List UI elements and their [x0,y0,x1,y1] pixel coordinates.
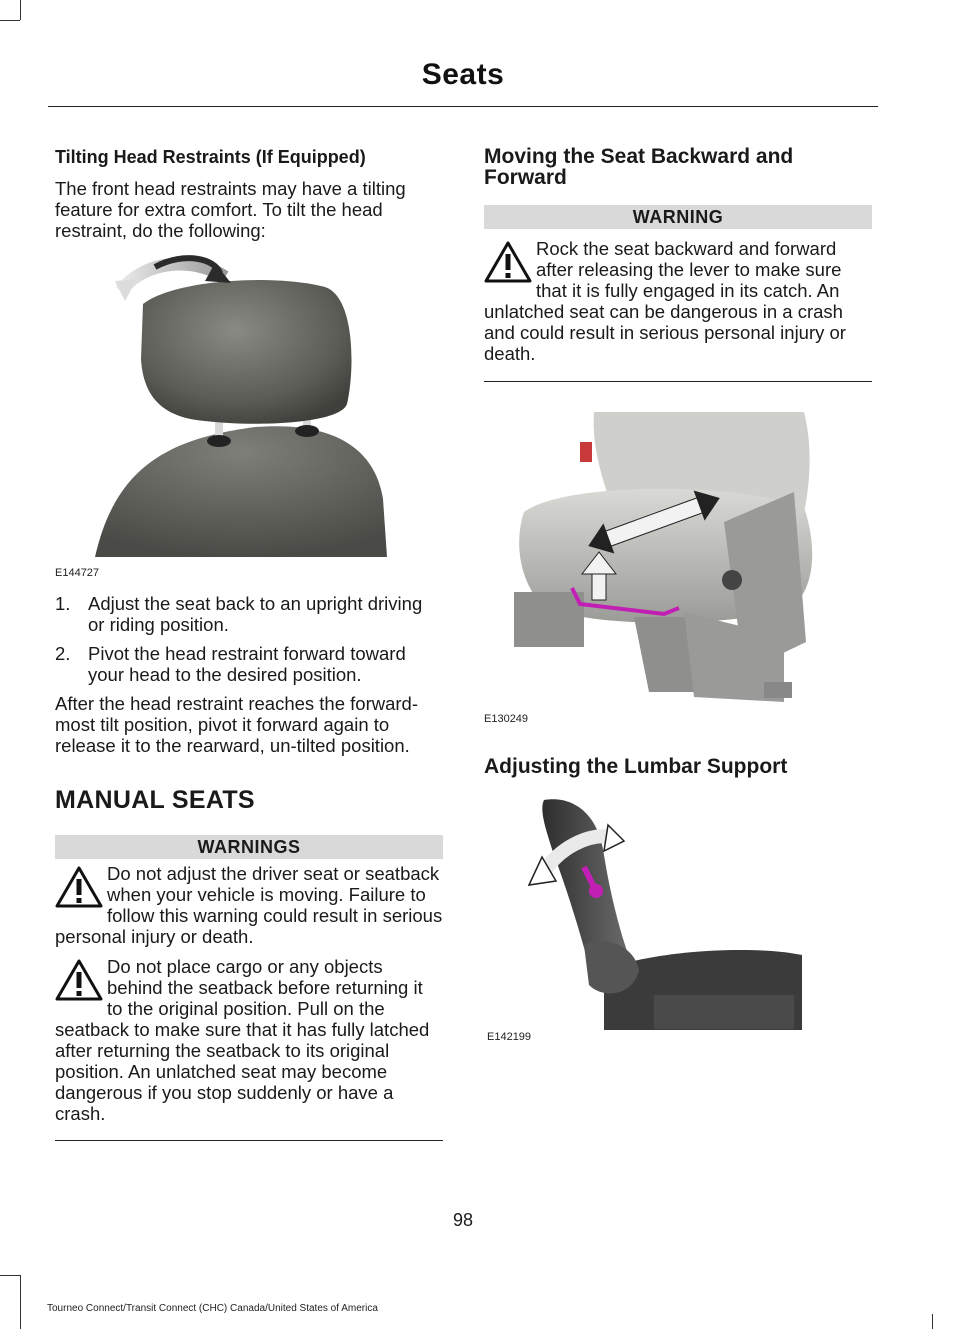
crop-mark [0,20,20,21]
figure-id: E130249 [484,713,529,725]
tilt-steps [55,593,443,685]
moving-heading: Moving the Seat Backward and Forward [484,145,794,189]
left-column [55,146,443,1141]
head-restraint-illustration [55,249,443,565]
list-item: 1. Adjust the seat back to an upright driving or riding position. [55,593,423,635]
warning-item: Rock the seat backward and forward after releasing the lever to make sure that it is fully engaged in its catch. An unlatched seat can be dangerous in a crash and could result in serious personal injury or death. [484,238,846,364]
head-restraint-figure [55,249,443,579]
seat-track-figure [484,412,872,756]
page-title: Seats [421,58,505,91]
warning-triangle-icon [484,240,532,284]
title-rule [48,106,878,107]
warning-triangle-icon [55,958,103,1002]
crop-mark [0,1275,20,1276]
lumbar-figure [484,795,872,1065]
tilt-after: After the head restraint reaches the forward-most tilt position, pivot it forward again to release it to the rearward, un-tilted position. [55,693,418,756]
crop-mark [20,1275,21,1329]
warning-rule [484,381,872,382]
warning-bar: WARNING [484,205,872,229]
right-column [484,146,872,1065]
seat-track-illustration [484,412,872,742]
crop-mark [932,1314,933,1329]
list-item: 2. Pivot the head restraint forward toward your head to the desired position. [55,643,406,685]
tilt-heading: Tilting Head Restraints (If Equipped) [55,147,366,167]
lumbar-illustration [484,795,872,1045]
warning-triangle-icon [55,865,103,909]
tilt-intro: The front head restraints may have a tilting feature for extra comfort. To tilt the head restraint, do the following: [55,178,406,241]
warnings-rule [55,1140,443,1141]
figure-id: E142199 [487,1031,532,1043]
footer-text: Tourneo Connect/Transit Connect (CHC) Canada/United States of America [47,1303,378,1314]
lumbar-heading: Adjusting the Lumbar Support [484,755,788,778]
warnings-bar: WARNINGS [55,835,443,859]
figure-id: E144727 [55,567,100,579]
crop-mark [20,0,21,20]
warning-item: Do not place cargo or any objects behind the seatback before returning it to the original position. Pull on the seatback to make sure that it has fully latched after returning the seatback to its original position. An unlatched seat may become dangerous if you stop suddenly or have a crash. [55,956,430,1124]
page-number: 98 [452,1210,474,1230]
warning-item: Do not adjust the driver seat or seatback when your vehicle is moving. Failure to follow this warning could result in serious personal injury or death. [55,863,443,947]
manual-seats-heading: MANUAL SEATS [55,786,255,814]
